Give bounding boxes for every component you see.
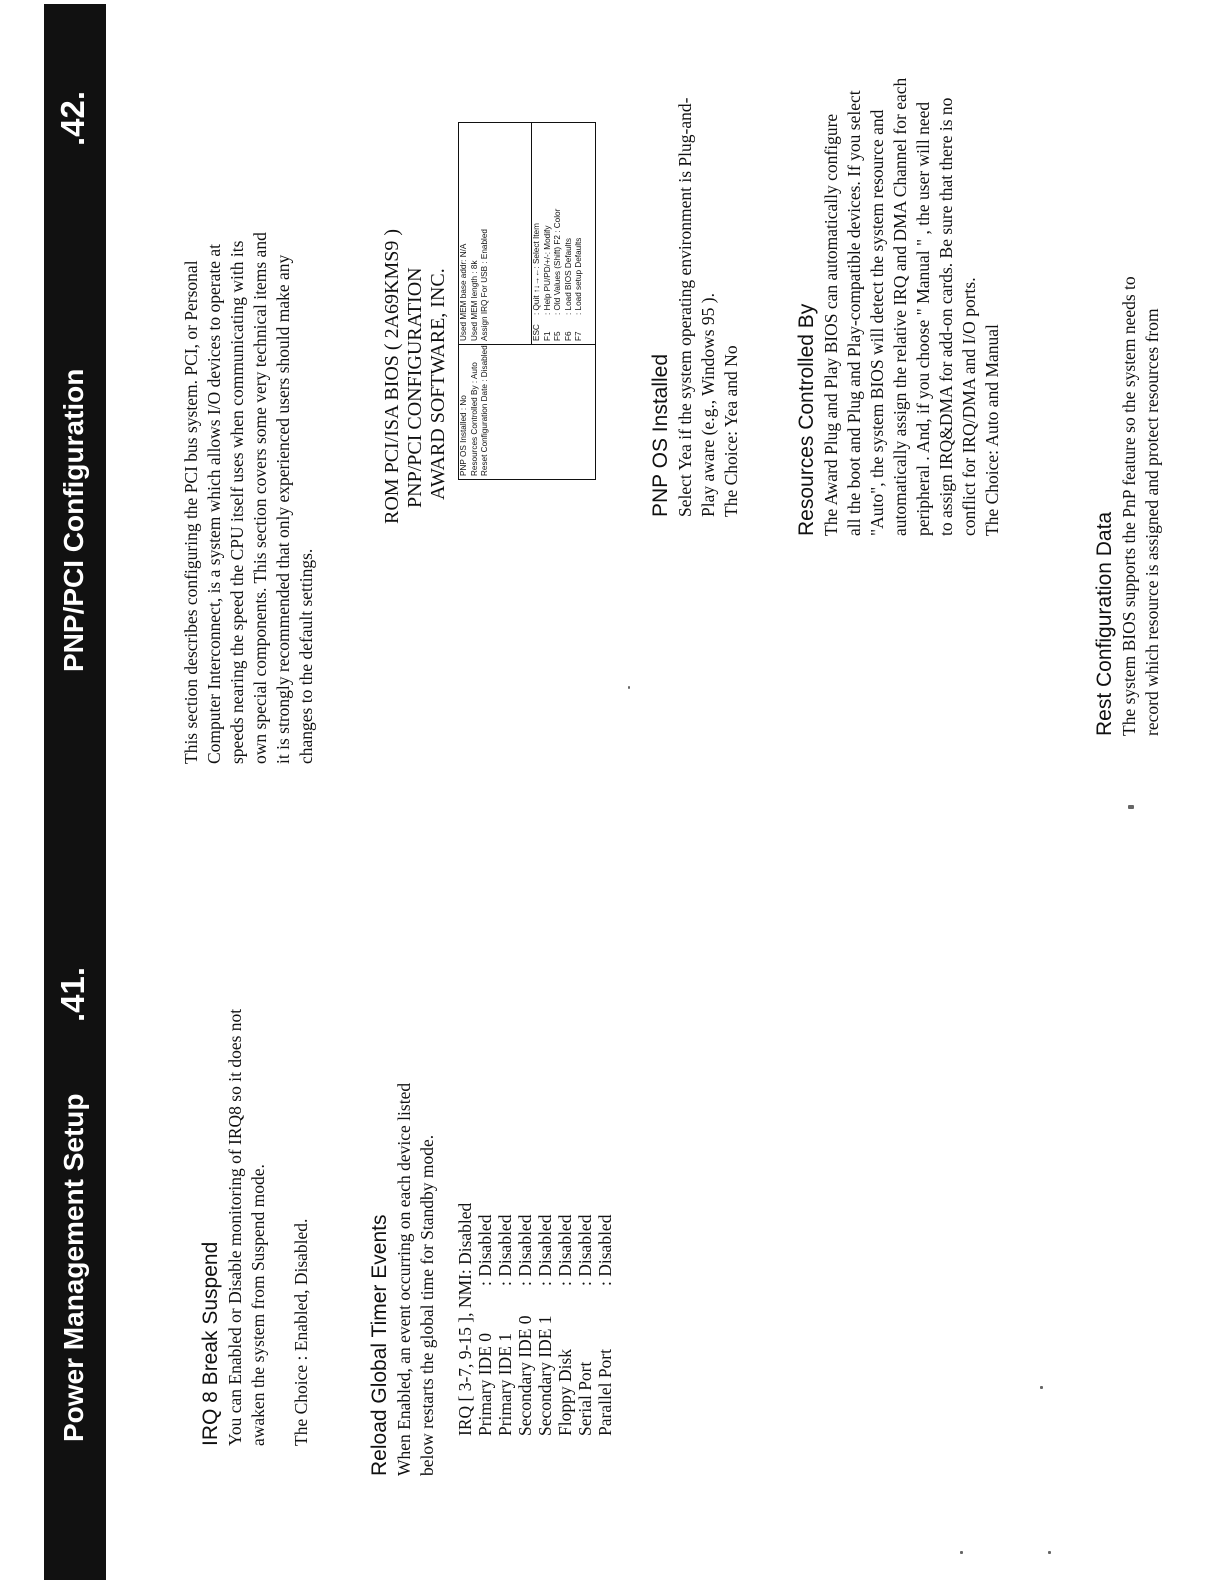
irq8-text-line: awaken the system from Suspend mode. [248, 1164, 268, 1446]
rest-config-text-line: record which resource is assigned and protect resources from [1142, 308, 1162, 736]
right-page-title: PNP/PCI Configuration [58, 368, 89, 672]
resources-choice: The Choice: Auto and Manual [982, 324, 1002, 536]
left-page-header-bar [44, 794, 106, 1580]
right-page-header-bar [44, 4, 106, 794]
intro-line: Computer Interconnect, is a system which allows I/O devices to operate at [204, 244, 224, 764]
device-name: Serial Port [575, 1361, 595, 1436]
irq8-choice: The Choice : Enabled, Disabled. [291, 1218, 311, 1446]
bios-key-row [543, 123, 554, 344]
resources-text-line: to assign IRQ&DMA for add-on cards. Be sure that there is no [936, 97, 956, 536]
bios-key-desc: : Old Values (Shift) F2 : Color [553, 208, 562, 315]
device-row [535, 1083, 555, 1436]
scan-speck [1128, 805, 1134, 809]
bios-key: F7 [574, 331, 583, 341]
pnp-os-heading: PNP OS Installed [649, 353, 672, 517]
device-name: Parallel Port [595, 1349, 615, 1436]
rom-title-line: AWARD SOFTWARE, INC. [427, 268, 449, 500]
bios-right-item: Used MEM length : 8k [469, 260, 479, 341]
bios-key-desc: : Help PU/PD/+/-: Modify [542, 225, 552, 315]
bios-key-row [574, 123, 585, 344]
pnp-os-choice: The Choice: Yea and No [721, 345, 741, 517]
device-list [455, 1083, 615, 1436]
pci-intro-paragraph [180, 232, 318, 764]
bios-key: F5 [553, 331, 562, 341]
right-page-number: .42. [54, 90, 91, 146]
scan-speck [1048, 1551, 1051, 1554]
reload-timer-heading: Reload Global Timer Events [368, 1214, 391, 1476]
reload-timer-section [367, 1083, 615, 1476]
bios-setup-screen [458, 122, 596, 480]
device-value: : Disabled [495, 1214, 515, 1286]
bios-key-row [532, 123, 543, 344]
scan-speck [1040, 1386, 1043, 1389]
pnp-os-text-line: Play aware (e.g., Windows 95 ). [698, 293, 718, 517]
resources-text-line: all the boot and Plug and Play-compatible devices. If you select [844, 90, 864, 536]
bios-left-item: PNP OS Installed : No [459, 395, 468, 476]
resources-text-line: automatically assign the relative IRQ and DMA Channel for each [890, 77, 910, 536]
device-name: Primary IDE 0 [475, 1332, 495, 1436]
device-row [495, 1083, 515, 1436]
device-name: Secondary IDE 1 [535, 1315, 555, 1436]
device-value: : Disabled [535, 1214, 555, 1286]
device-row [475, 1083, 495, 1436]
device-name: Floppy Disk [555, 1348, 575, 1436]
resources-text-line: The Award Plug and Play BIOS can automatically configure [821, 113, 841, 536]
irq8-text-line: You can Enabled or Disable monitoring of IRQ8 so it does not [225, 1008, 245, 1446]
intro-line: changes to the default settings. [296, 548, 316, 764]
irq8-heading: IRQ 8 Break Suspend [199, 1241, 222, 1446]
resources-controlled-section [794, 78, 1004, 536]
device-row [575, 1083, 595, 1436]
bios-key-legend [531, 123, 585, 344]
bios-left-column [459, 344, 595, 479]
device-value: : Disabled [515, 1214, 535, 1286]
resources-heading: Resources Controlled By [795, 303, 818, 536]
pnp-os-section [648, 98, 743, 517]
left-page-number: .41. [54, 966, 91, 1022]
rest-config-text-line: The system BIOS supports the PnP feature so the system needs to [1119, 276, 1139, 736]
bios-key-row [553, 123, 564, 344]
bios-key-desc: : Load setup Defaults [574, 237, 583, 315]
reload-timer-text-line: below restarts the global time for Standby mode. [417, 1134, 437, 1476]
reload-timer-text-line: When Enabled, an event occurring on each device listed [394, 1082, 414, 1476]
bios-key: F1 [542, 331, 552, 341]
bios-key: F6 [563, 331, 573, 341]
bios-key-desc: : Load BIOS Defaults [563, 238, 573, 315]
device-row [555, 1083, 575, 1436]
rom-bios-title [381, 229, 450, 524]
intro-line: it is strongly recommended that only experienced users should make any [273, 254, 293, 764]
rom-title-line: PNP/PCI CONFIGURATION [404, 267, 426, 508]
bios-left-item: Reset Configuration Date : Disabled [480, 345, 489, 476]
scan-speck [628, 686, 630, 689]
rest-config-heading: Rest Configuration Data [1093, 511, 1116, 736]
rom-title-line: ROM PCI/ISA BIOS ( 2A69KMS9 ) [381, 228, 403, 524]
left-page-title: Power Management Setup [58, 1093, 89, 1442]
bios-key: ESC [532, 324, 541, 341]
rest-config-section [1092, 276, 1164, 736]
bios-right-item: Assign IRQ For USB : Enabled [480, 229, 489, 341]
scan-speck [960, 1551, 963, 1554]
irq-nmi-line [455, 1083, 475, 1436]
irq-nmi-text: IRQ [ 3-7, 9-15 ], NMI: Disabled [455, 1202, 475, 1436]
device-name: Secondary IDE 0 [515, 1315, 535, 1436]
resources-text-line: conflict for IRQ/DMA and I/O ports. [959, 277, 979, 536]
intro-line: speeds nearing the speed the CPU itself uses when communicating with its [227, 240, 247, 764]
device-name: Primary IDE 1 [495, 1332, 515, 1436]
pnp-os-text-line: Select Yea if the system operating environment is Plug-and- [675, 97, 695, 517]
device-row [595, 1083, 615, 1436]
bios-right-column [459, 123, 595, 344]
bios-key-desc: : Quit ↑↓→←: Select Item [532, 223, 541, 315]
resources-text-line: peripheral . And, if you choose " Manual " , the user will need [913, 101, 933, 536]
bios-right-item: Used MEM base addr: N/A [459, 243, 468, 341]
resources-text-line: "Auto", the system BIOS will detect the system resource and [867, 109, 887, 536]
device-row [515, 1083, 535, 1436]
device-value: : Disabled [475, 1214, 495, 1286]
intro-line: This section describes configuring the PCI bus system. PCI, or Personal [181, 260, 201, 764]
device-value: : Disabled [575, 1214, 595, 1286]
irq8-section [198, 1009, 313, 1446]
device-value: : Disabled [595, 1214, 615, 1286]
intro-line: own special components. This section covers some very technical items and [250, 232, 270, 764]
bios-key-row [564, 123, 575, 344]
bios-left-item: Resources Controlled By : Auto [469, 362, 479, 476]
device-value: : Disabled [555, 1214, 575, 1286]
